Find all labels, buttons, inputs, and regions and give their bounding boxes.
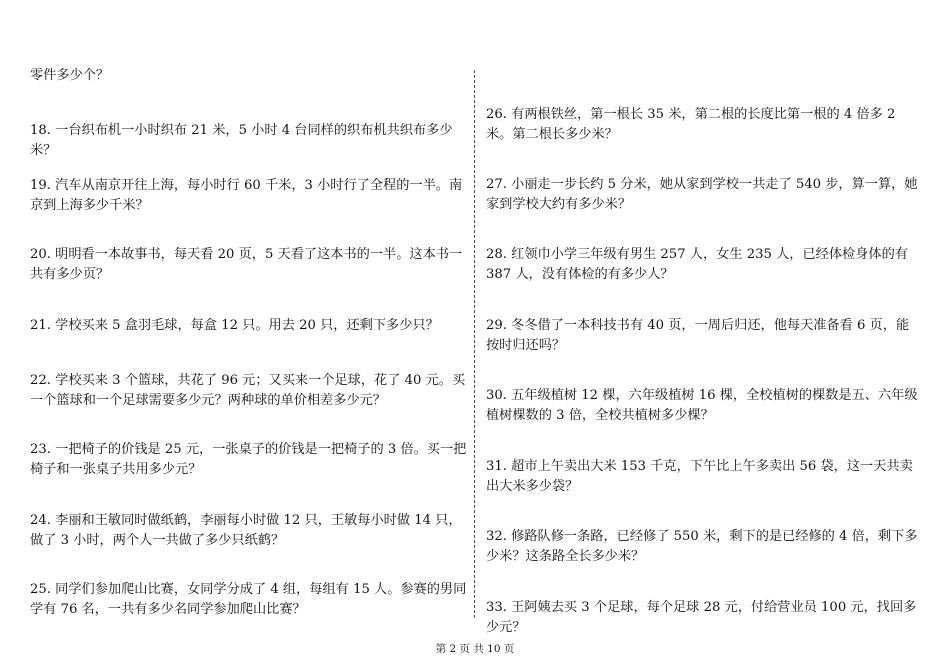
problem-23: 23. 一把椅子的价钱是 25 元，一张桌子的价钱是一把椅子的 3 倍。买一把椅子和一张桌子共用多少元？	[30, 442, 467, 477]
problem-30: 30. 五年级植树 12 棵，六年级植树 16 棵，全校植树的棵数是五、六年级植树棵数的 3 倍，全校共植树多少棵？	[486, 388, 918, 423]
problem-33: 33. 王阿姨去买 3 个足球，每个足球 28 元，付给营业员 100 元，找回多少元？	[486, 600, 917, 635]
problem-31: 31. 超市上午卖出大米 153 千克，下午比上午多卖出 56 袋，这一天共卖出大米多少袋？	[486, 459, 913, 494]
problem-20: 20. 明明看一本故事书，每天看 20 页，5 天看了这本书的一半。这本书一共有多少页？	[30, 247, 463, 282]
problem-17-continued: 零件多少个？	[30, 68, 110, 83]
page-number-footer: 第 2 页 共 10 页	[435, 643, 515, 655]
problem-28: 28. 红领巾小学三年级有男生 257 人，女生 235 人，已经体检身体的有 387 人，没有体检的有多少人？	[486, 247, 908, 282]
problem-22: 22. 学校买来 3 个篮球，共花了 96 元；又买来一个足球，花了 40 元。买一个篮球和一个足球需要多少元？两种球的单价相差多少元？	[30, 373, 466, 408]
problem-26: 26. 有两根铁丝，第一根长 35 米，第二根的长度比第一根的 4 倍多 2 米。第二根长多少米？	[486, 107, 896, 142]
problem-18: 18. 一台织布机一小时织布 21 米，5 小时 4 台同样的织布机共织布多少米？	[30, 123, 453, 158]
column-divider	[474, 70, 475, 618]
problem-27: 27. 小丽走一步长约 5 分米，她从家到学校一共走了 540 步，算一算，她家到学校大约有多少米？	[486, 177, 918, 212]
problem-21: 21. 学校买来 5 盒羽毛球，每盒 12 只。用去 20 只，还剩下多少只？	[30, 318, 439, 333]
problem-19: 19. 汽车从南京开往上海，每小时行 60 千米，3 小时行了全程的一半。南京到上海多少千米？	[30, 178, 463, 213]
problem-32: 32. 修路队修一条路，已经修了 550 米，剩下的是已经修的 4 倍，剩下多少米？这条路全长多少米？	[486, 529, 918, 564]
problem-29: 29. 冬冬借了一本科技书有 40 页，一周后归还，他每天准备看 6 页，能按时归还吗？	[486, 318, 910, 353]
problem-24: 24. 李丽和王敏同时做纸鹤，李丽每小时做 12 只，王敏每小时做 14 只，做了 3 小时，两个人一共做了多少只纸鹤？	[30, 513, 462, 548]
problem-25: 25. 同学们参加爬山比赛，女同学分成了 4 组，每组有 15 人。参赛的男同学有 76 名，一共有多少名同学参加爬山比赛？	[30, 582, 467, 617]
